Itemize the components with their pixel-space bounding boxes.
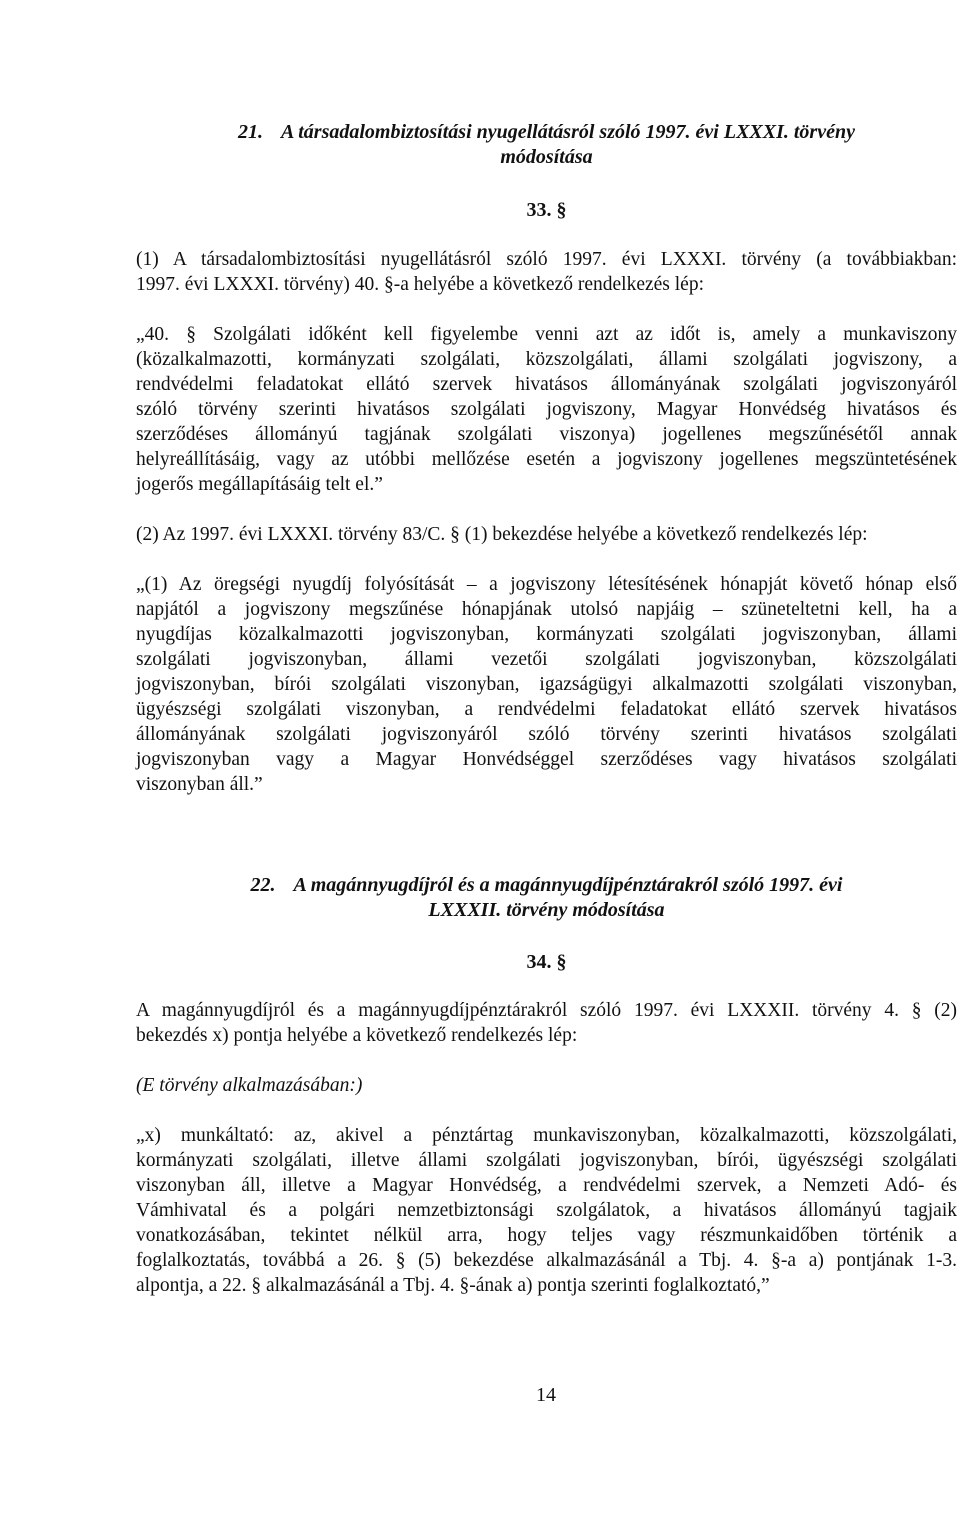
section-22-heading: [136, 873, 957, 898]
quote-40-line: „40. § Szolgálati időként kell figyelembe venni azt az időt is, amely a munkaviszony: [136, 324, 957, 345]
quote-83c-line: nyugdíjas közalkalmazotti jogviszonyban, kormányzati szolgálati jogviszonyban, állami: [136, 624, 957, 645]
section-22-title-line1: A magánnyugdíjról és a magánnyugdíjpénztárakról szóló 1997. évi: [293, 874, 843, 896]
quote-83c-line: jogviszonyban, bírói szolgálati viszonyban, igazságügyi alkalmazotti szolgálati viszonyban,: [136, 674, 957, 695]
section-22-number: 22.: [250, 874, 276, 896]
quote-83c-line: napjától a jogviszony megszűnése hónapjának utolsó napjáig – szüneteltetni kell, ha a: [136, 599, 957, 620]
quote-40-line: (közalkalmazotti, kormányzati szolgálati, közszolgálati, állami szolgálati jogviszony, a: [136, 349, 957, 370]
p33-1-line: 1997. évi LXXXI. törvény) 40. §-a helyébe a következő rendelkezés lép:: [136, 274, 704, 295]
section-22-title-line2: LXXXII. törvény módosítása: [428, 899, 665, 921]
definition-line: alpontja, a 22. § alkalmazásánál a Tbj. 4. §-ának a) pontja szerinti foglalkoztató,”: [136, 1275, 770, 1296]
quote-40-line: szerződéses állományú tagjának szolgálati viszonya) jogellenes megszűnésétől annak: [136, 424, 957, 445]
definition-line: vonatkozásában, tekintet nélkül arra, hogy teljes vagy részmunkaidőben történik a: [136, 1225, 957, 1246]
section-21-number: 21.: [238, 121, 264, 143]
section-21-heading: [136, 120, 957, 145]
p34-line: bekezdés x) pontja helyébe a következő rendelkezés lép:: [136, 1025, 578, 1046]
definition-line: Vámhivatal és a polgári nemzetbiztonsági szolgálatok, a hivatásos állományú tagjaik: [136, 1200, 957, 1221]
p33-2-line: (2) Az 1997. évi LXXXI. törvény 83/C. § (1) bekezdése helyébe a következő rendelkezés lép:: [136, 524, 868, 545]
definition-intro: (E törvény alkalmazásában:): [136, 1075, 363, 1096]
quote-40-line: rendvédelmi feladatokat ellátó szervek hivatásos állományának szolgálati jogviszonyáról: [136, 374, 957, 395]
paragraph-33-sign: 33. §: [526, 199, 567, 221]
quote-83c-line: ügyészségi szolgálati viszonyban, a rendvédelmi feladatokat ellátó szervek hivatásos: [136, 699, 957, 720]
quote-83c-line: szolgálati jogviszonyban, állami vezetői szolgálati jogviszonyban, közszolgálati: [136, 649, 957, 670]
page-number: 14: [536, 1384, 556, 1406]
section-21-title-line1: A társadalombiztosítási nyugellátásról szóló 1997. évi LXXXI. törvény: [281, 121, 855, 143]
section-21-title-line2: módosítása: [500, 146, 593, 168]
definition-line: kormányzati szolgálati, illetve állami szolgálati jogviszonyban, bírói, ügyészségi szolgálati: [136, 1150, 957, 1171]
quote-40-line: jogerős megállapításáig telt el.”: [136, 474, 383, 495]
definition-line: foglalkoztatás, továbbá a 26. § (5) bekezdése alkalmazásánál a Tbj. 4. §-a a) pontjának 1-3.: [136, 1250, 957, 1271]
quote-40-line: helyreállításáig, vagy az utóbbi mellőzése esetén a jogviszony jogellenes megszüntetésének: [136, 449, 957, 470]
p33-1-line: (1) A társadalombiztosítási nyugellátásról szóló 1997. évi LXXXI. törvény (a továbbiakban:: [136, 249, 957, 270]
quote-83c-line: viszonyban áll.”: [136, 774, 263, 795]
definition-line: viszonyban áll, illetve a Magyar Honvédség, a rendvédelmi szervek, a Nemzeti Adó- és: [136, 1175, 957, 1196]
p34-line-text: A magánnyugdíjról és a magánnyugdíjpénztárakról szóló 1997. évi LXXXII. törvény 4. § (2): [136, 1000, 957, 1021]
quote-83c-line: „(1) Az öregségi nyugdíj folyósítását – a jogviszony létesítésének hónapját követő hónap első: [136, 574, 957, 595]
quote-83c-line: állományának szolgálati jogviszonyáról szóló törvény szerinti hivatásos szolgálati: [136, 724, 957, 745]
paragraph-34-sign: 34. §: [526, 951, 567, 973]
quote-40-line: szóló törvény szerinti hivatásos szolgálati jogviszony, Magyar Honvédség hivatásos és: [136, 399, 957, 420]
p34-line: [136, 998, 957, 1023]
definition-line: „x) munkáltató: az, akivel a pénztártag munkaviszonyban, közalkalmazotti, közszolgálati,: [136, 1125, 957, 1146]
quote-83c-line: jogviszonyban vagy a Magyar Honvédséggel szerződéses vagy hivatásos szolgálati: [136, 749, 957, 770]
